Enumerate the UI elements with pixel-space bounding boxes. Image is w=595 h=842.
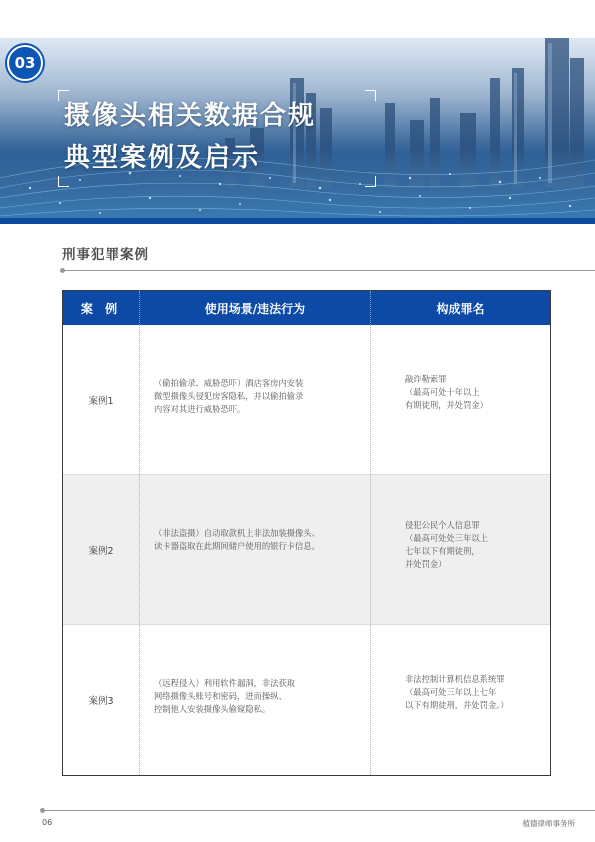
- scenario-cell: [139, 325, 370, 474]
- scenario-line: 读卡器盗取在此期间储户使用的银行卡信息。: [154, 541, 320, 551]
- crime-text: [405, 673, 545, 712]
- chapter-title-line: 摄像头相关数据合规: [64, 101, 317, 131]
- crime-line: （最高可处三年以上七年: [405, 687, 497, 697]
- scenario-text: [154, 527, 354, 553]
- scenario-text: [154, 377, 354, 416]
- crime-line: 以下有期徒刑，并处罚金。）: [405, 700, 509, 710]
- section-title: 刑事犯罪案例: [62, 247, 149, 263]
- scenario-cell: [139, 625, 370, 775]
- table-header: [63, 291, 550, 325]
- scenario-line: 网络摄像头账号和密码，进而操纵、: [154, 691, 287, 701]
- header-scenario: 使用场景/违法行为: [139, 291, 370, 325]
- scenario-line: （远程侵入）利用软件漏洞，非法获取: [154, 678, 296, 688]
- crime-line: （最高可处十年以上: [405, 387, 480, 397]
- case-label: 案例1: [88, 395, 114, 407]
- scenario-text: [154, 677, 354, 716]
- crime-line: 七年以下有期徒刑，: [405, 546, 480, 556]
- table-row: [63, 625, 550, 775]
- table-row: [63, 325, 550, 475]
- crime-text: [405, 373, 545, 412]
- scenario-line: （非法盗摄）自动取款机上非法加装摄像头、: [154, 528, 320, 538]
- section-divider: [62, 270, 595, 271]
- scenario-line: 控制他人安装摄像头偷窥隐私。: [154, 704, 271, 714]
- crime-cell: [370, 325, 550, 474]
- header-crime: 构成罪名: [370, 291, 550, 325]
- crime-line: 有期徒刑，并处罚金）: [405, 400, 488, 410]
- scenario-line: 内容对其进行威胁恐吓。: [154, 404, 246, 414]
- crime-line: 并处罚金）: [405, 559, 447, 569]
- crime-text: [405, 519, 545, 571]
- case-label: 案例2: [88, 545, 114, 557]
- table-row: [63, 475, 550, 625]
- case-table: [62, 290, 551, 776]
- crime-line: 侵犯公民个人信息罪: [405, 520, 480, 530]
- page-number: 06: [42, 818, 53, 827]
- header-case: 案 例: [80, 301, 122, 316]
- crime-cell: [370, 475, 550, 624]
- crime-cell: [370, 625, 550, 775]
- scenario-line: 微型摄像头侵犯房客隐私，并以偷拍偷录: [154, 391, 304, 401]
- scenario-cell: [139, 475, 370, 624]
- chapter-title-line: 典型案例及启示: [64, 143, 261, 173]
- chapter-badge: 03: [7, 45, 43, 81]
- footer-divider: [42, 810, 595, 811]
- crime-line: （最高可处处三年以上: [405, 533, 488, 543]
- case-label: 案例3: [88, 696, 114, 707]
- banner-accent-bar: [0, 218, 595, 224]
- chapter-title: [64, 95, 374, 179]
- crime-line: 非法控制计算机信息系统罪: [405, 674, 505, 684]
- firm-name: 植德律师事务所: [522, 819, 575, 828]
- scenario-line: （偷拍偷录、威胁恐吓）酒店客房内安装: [154, 378, 304, 388]
- crime-line: 敲诈勒索罪: [405, 374, 447, 384]
